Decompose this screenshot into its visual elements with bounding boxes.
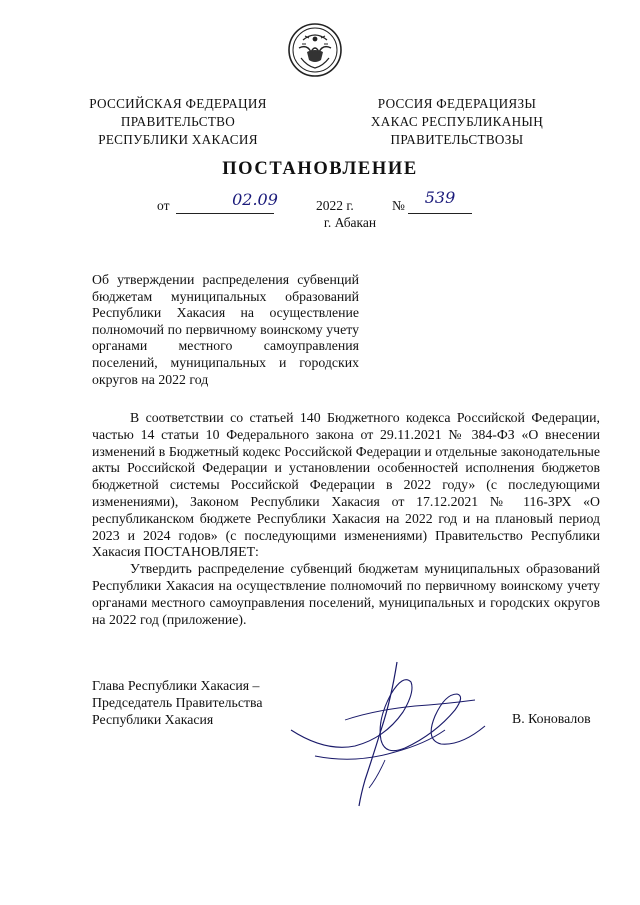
- city-text: г. Абакан: [323, 215, 377, 230]
- header-right-line-3: ПРАВИТЕЛЬСТВОЗЫ: [390, 132, 524, 147]
- header-right: [352, 95, 562, 149]
- header-left-line-2: ПРАВИТЕЛЬСТВО: [120, 114, 236, 129]
- handwritten-signature-icon: [285, 660, 505, 810]
- document-body: [92, 410, 600, 628]
- header-left: [78, 95, 278, 149]
- header-right-line-2: ХАКАС РЕСПУБЛИКАНЫҢ: [370, 114, 544, 129]
- body-paragraph-2: Утвердить распределение субвенций бюджетам муниципальных образований Республики Хакасия на осуществление полномочий по первичному воинскому учету органами местного самоуправления поселений, муниципальных и городских округов на 2022 год (приложение).: [92, 561, 600, 627]
- signatory-name: В. Коновалов: [512, 711, 591, 726]
- year-label: 2022 г.: [316, 198, 354, 213]
- body-paragraph-1: В соответствии со статьей 140 Бюджетного кодекса Российской Федерации, частью 14 статьи 10 Федерального закона от 29.11.2021 № 384-ФЗ «О внесении изменений в Бюджетный кодекс Российской Федерации и отдельные законодательные акты Российской Федерации и установлении особенностей исполнения бюджетов бюджетной системы Российской Федерации в 2022 году» (с последующими изменениями), Законом Республики Хакасия от 17.12.2021 № 116-ЗРХ «О республиканском бюджете Республики Хакасия на 2022 год и на плановый период 2023 и 2024 годов» (с последующими изменениями) Правительство Республики Хакасия ПОСТАНОВЛЯЕТ:: [92, 410, 600, 560]
- coat-of-arms-emblem-icon: [287, 22, 343, 78]
- document-subject: Об утверждении распределения субвенций бюджетам муниципальных образований Республики Хакасия на осуществление полномочий по первичному воинскому учету органами местного самоуправления поселений, муниципальных и городских округов на 2022 год: [92, 272, 359, 387]
- signatory-position: [92, 677, 312, 728]
- signatory-position-line-2: Председатель Правительства: [92, 695, 263, 710]
- document-title: ПОСТАНОВЛЕНИЕ: [222, 159, 418, 179]
- from-label: от: [157, 198, 170, 213]
- city-label: [0, 215, 640, 231]
- header-right-line-1: РОССИЯ ФЕДЕРАЦИЯЗЫ: [377, 96, 537, 111]
- date-handwritten: 02.09: [232, 190, 278, 209]
- header-left-line-3: РЕСПУБЛИКИ ХАКАСИЯ: [98, 132, 258, 147]
- signatory-position-line-3: Республики Хакасия: [92, 712, 214, 727]
- number-handwritten: 539: [424, 188, 456, 207]
- number-label: №: [392, 198, 405, 213]
- date-line: [0, 188, 640, 216]
- header-left-line-1: РОССИЙСКАЯ ФЕДЕРАЦИЯ: [89, 96, 267, 111]
- signatory-position-line-1: Глава Республики Хакасия –: [92, 678, 260, 693]
